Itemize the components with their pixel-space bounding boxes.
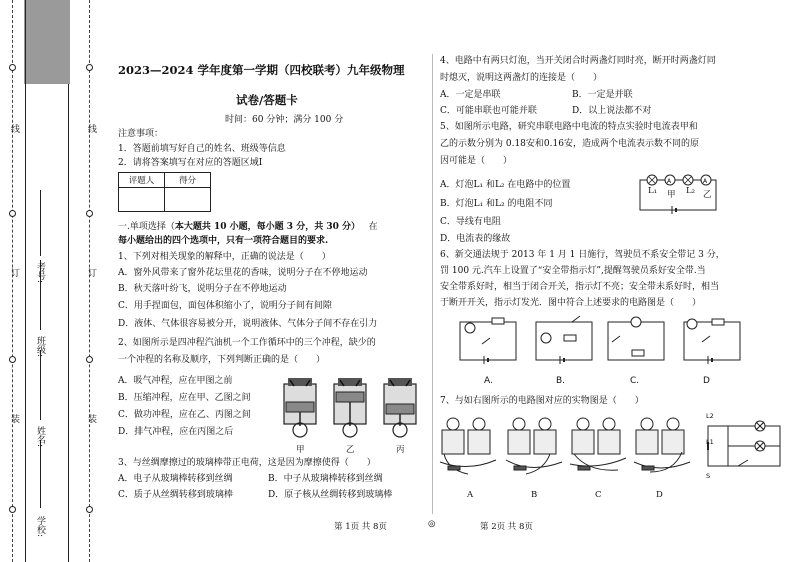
option[interactable]: A．电子从玻璃棒转移到丝绸 bbox=[118, 474, 233, 484]
school-field[interactable] bbox=[40, 440, 41, 508]
choice-label[interactable]: A bbox=[467, 490, 474, 500]
grader-cell[interactable] bbox=[119, 188, 165, 212]
question-stem: 4、电路中有两只灯泡，当开关闭合时两盏灯同时亮，断开时两盏灯同 bbox=[440, 56, 716, 66]
name-field[interactable] bbox=[40, 350, 41, 420]
seal-char: 订 bbox=[9, 268, 19, 277]
figure-label: L1 bbox=[706, 438, 714, 446]
option[interactable]: B．压缩冲程，应在甲、乙图之间 bbox=[118, 393, 251, 403]
grader-header: 评题人 bbox=[119, 173, 165, 188]
figure-label: 乙 bbox=[346, 445, 355, 455]
engine-cylinder-yi bbox=[334, 378, 366, 437]
school-label: 学校: bbox=[35, 516, 45, 538]
question-stem: 时熄灭，说明这两盏灯的连接是（ ） bbox=[440, 73, 603, 83]
name-label: 姓名: bbox=[35, 426, 45, 448]
option[interactable]: D．以上说法都不对 bbox=[572, 106, 652, 116]
figure-label: S bbox=[706, 472, 711, 480]
option[interactable]: A．吸气冲程，应在甲图之前 bbox=[118, 376, 233, 386]
choice-label[interactable]: D bbox=[703, 376, 710, 386]
choice-label[interactable]: D bbox=[656, 490, 663, 500]
exam-subtitle: 试卷/答题卡 bbox=[236, 93, 298, 107]
question-stem: 因可能是（ ） bbox=[440, 156, 513, 166]
reference-circuit-diagram bbox=[708, 421, 780, 466]
seal-char: 装 bbox=[9, 414, 19, 423]
choice-label[interactable]: C bbox=[595, 490, 602, 500]
binding-rail bbox=[25, 0, 26, 562]
binding-hole bbox=[9, 356, 16, 363]
option[interactable]: D．排气冲程，应在丙图之后 bbox=[118, 427, 234, 437]
binding-hole bbox=[86, 506, 93, 513]
question-stem: 一个冲程的名称及顺序，下列判断正确的是（ ） bbox=[118, 355, 326, 365]
question-stem: 3、与丝绸摩擦过的玻璃棒带正电荷，这是因为摩擦使得（ ） bbox=[118, 458, 376, 468]
binding-rail bbox=[68, 84, 69, 562]
time-score: 时间：60 分钟；满分 100 分 bbox=[225, 115, 344, 125]
question-stem: 安全带系好时，相当于闭合开关，指示灯不亮；安全带未系好时，相当 bbox=[440, 282, 720, 292]
svg-text:A: A bbox=[667, 178, 672, 185]
engine-cylinder-jia bbox=[284, 378, 316, 437]
page-number-left: 第 1页 共 8页 bbox=[334, 522, 387, 532]
section-instruction: 每小题给出的四个选项中，只有一项符合题目的要求. bbox=[118, 236, 329, 246]
exam-title: 2023—2024 学年度第一学期（四校联考）九年级物理 bbox=[118, 63, 405, 77]
question-stem: 罚 100 元.汽车上设置了“安全带指示灯”,提醒驾驶员系好安全带.当 bbox=[440, 266, 706, 276]
exam-no-label: 考号: bbox=[35, 262, 45, 284]
score-header: 得分 bbox=[165, 173, 211, 188]
circuit-option-d bbox=[684, 319, 740, 364]
binding-hole bbox=[86, 64, 93, 71]
circuit-option-c bbox=[608, 317, 664, 360]
cut-line bbox=[89, 0, 90, 562]
note-item: 1．答题前填写好自己的姓名、班级等信息 bbox=[118, 144, 286, 154]
physical-option-c bbox=[570, 418, 626, 470]
option[interactable]: C．用手捏面包，面包体积缩小了，说明分子间有间隙 bbox=[118, 301, 332, 311]
option[interactable]: D．电流表的缘故 bbox=[440, 234, 511, 244]
seal-char: 线 bbox=[86, 124, 96, 133]
binding-hole bbox=[9, 210, 16, 217]
choice-label[interactable]: A. bbox=[484, 376, 493, 386]
option[interactable]: B．中子从玻璃棒转移到丝绸 bbox=[268, 474, 383, 484]
seal-char: 线 bbox=[9, 124, 19, 133]
figure-label: L₂ bbox=[686, 186, 696, 196]
engine-stroke-figure bbox=[280, 374, 430, 446]
question-stem: 7、与如右图所示的电路图对应的实物图是（ ） bbox=[440, 396, 644, 406]
cut-line bbox=[12, 0, 13, 562]
exam-no-field[interactable] bbox=[40, 190, 41, 256]
option[interactable]: B．秋天落叶纷飞，说明分子在不停地运动 bbox=[118, 284, 287, 294]
circuit-option-a bbox=[460, 318, 516, 364]
figure-label: L₁ bbox=[648, 186, 658, 196]
option[interactable]: C．做功冲程，应在乙、丙图之间 bbox=[118, 410, 251, 420]
score-table bbox=[118, 172, 211, 212]
physical-option-a bbox=[440, 418, 496, 474]
binding-strip-shade bbox=[24, 0, 70, 84]
question-stem: 2、如图所示是四冲程汽油机一个工作循环中的三个冲程，缺少的 bbox=[118, 338, 376, 348]
binding-hole bbox=[86, 210, 93, 217]
score-cell[interactable] bbox=[165, 188, 211, 212]
option[interactable]: C．导线有电阻 bbox=[440, 217, 501, 227]
physical-option-b bbox=[506, 418, 562, 474]
footer-mark: ◎ bbox=[428, 519, 436, 529]
question-stem: 乙的示数分别为 0.18安和0.16安，造成两个电流表示数不同的原 bbox=[440, 139, 699, 149]
notes-heading: 注意事项： bbox=[118, 129, 164, 139]
question-stem: 1、下列对相关现象的解释中，正确的说法是（ ） bbox=[118, 252, 331, 262]
binding-hole bbox=[86, 356, 93, 363]
option[interactable]: B．灯泡L₁ 和L₂ 的电阻不同 bbox=[440, 199, 553, 209]
option[interactable]: C．可能串联也可能并联 bbox=[440, 106, 537, 116]
option[interactable]: B．一定是并联 bbox=[572, 90, 633, 100]
seal-char: 订 bbox=[86, 268, 96, 277]
circuit-option-b bbox=[536, 316, 592, 364]
option[interactable]: D．原子核从丝绸转移到玻璃棒 bbox=[268, 490, 393, 500]
figure-label: 甲 bbox=[667, 190, 676, 200]
figure-label: 甲 bbox=[296, 445, 305, 455]
question-stem: 5、如图所示电路，研究串联电路中电流的特点实验时电流表甲和 bbox=[440, 122, 698, 132]
page-number-right: 第 2页 共 8页 bbox=[480, 522, 533, 532]
option[interactable]: A．灯泡L₁ 和L₂ 在电路中的位置 bbox=[440, 180, 571, 190]
section-title: 一.单项选择（本大题共 10 小题，每小题 3 分，共 30 分） 在 bbox=[118, 222, 378, 232]
column-divider bbox=[432, 54, 433, 514]
note-item: 2．请将答案填写在对应的答题区域Ⅰ bbox=[118, 158, 263, 168]
option[interactable]: C．质子从丝绸转移到玻璃棒 bbox=[118, 490, 233, 500]
physical-circuit-options bbox=[438, 412, 792, 486]
figure-label: 乙 bbox=[703, 190, 712, 200]
option[interactable]: A．一定是串联 bbox=[440, 90, 501, 100]
figure-label: 丙 bbox=[396, 445, 405, 455]
choice-label[interactable]: B bbox=[531, 490, 538, 500]
question-stem: 于断开开关，指示灯发光．图中符合上述要求的电路图是（ ） bbox=[440, 298, 702, 308]
seal-char: 装 bbox=[86, 414, 96, 423]
binding-hole bbox=[9, 64, 16, 71]
option[interactable]: A．窗外风带来了窗外花坛里花的香味，说明分子在不停地运动 bbox=[118, 268, 368, 278]
class-label: 班级: bbox=[35, 336, 45, 358]
engine-cylinder-bing bbox=[384, 378, 416, 437]
question-stem: 6、新交通法规于 2013 年 1 月 1 日施行，驾驶员不系安全带记 3 分， bbox=[440, 250, 725, 260]
choice-label[interactable]: C. bbox=[630, 376, 640, 386]
figure-label: L2 bbox=[706, 412, 714, 420]
physical-option-d bbox=[634, 418, 690, 472]
option[interactable]: D．液体、气体很容易被分开，说明液体、气体分子间不存在引力 bbox=[118, 319, 378, 329]
seatbelt-circuit-options bbox=[456, 310, 756, 370]
svg-text:A: A bbox=[703, 178, 708, 185]
choice-label[interactable]: B. bbox=[556, 376, 566, 386]
binding-hole bbox=[9, 506, 16, 513]
